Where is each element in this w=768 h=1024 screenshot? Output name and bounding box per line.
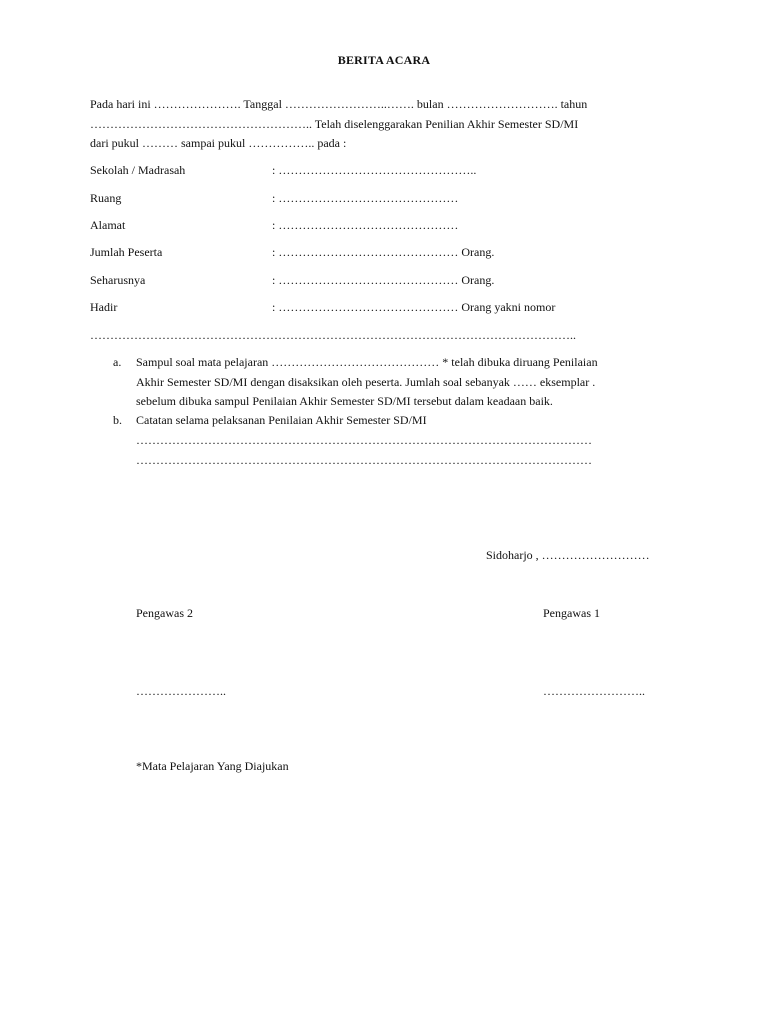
field-label-hadir: Hadir <box>90 300 118 314</box>
signer-left-title: Pengawas 2 <box>136 606 193 620</box>
item-b-line-1: Catatan selama pelaksanan Penilaian Akhir Semester SD/MI <box>136 413 427 427</box>
intro-line-3: dari pukul ……… sampai pukul …………….. pada : <box>90 136 347 150</box>
document-title: BERITA ACARA <box>337 53 431 67</box>
list-marker-b: b. <box>113 413 122 427</box>
item-a-line-3: sebelum dibuka sampul Penilaian Akhir Semester SD/MI tersebut dalam keadaan baik. <box>136 394 553 408</box>
field-value-sekolah: : ………………………………………….. <box>272 163 477 177</box>
intro-line-2: ……………………………………………….. Telah diselenggarakan Penilian Akhir Semester SD/MI <box>90 117 579 131</box>
signer-left-name: ………………….. <box>136 684 226 698</box>
field-value-seharusnya: : ……………………………………… Orang. <box>272 273 495 287</box>
field-value-jumlah-peserta: : ……………………………………… Orang. <box>272 245 495 259</box>
field-label-seharusnya: Seharusnya <box>90 273 146 287</box>
footnote: *Mata Pelajaran Yang Diajukan <box>136 759 289 773</box>
signer-right-title: Pengawas 1 <box>543 606 600 620</box>
signer-right-name: …………………….. <box>543 684 645 698</box>
item-a-line-2: Akhir Semester SD/MI dengan disaksikan oleh peserta. Jumlah soal sebanyak …… eksemplar . <box>136 375 596 389</box>
field-value-ruang: : ……………………………………… <box>272 191 459 205</box>
field-value-hadir: : ……………………………………… Orang yakni nomor <box>272 300 556 314</box>
field-label-ruang: Ruang <box>90 191 122 205</box>
list-marker-a: a. <box>113 355 122 369</box>
field-label-alamat: Alamat <box>90 218 126 232</box>
item-b-line-3: …………………………………………………………………………………………………… <box>136 453 592 467</box>
place-date: Sidoharjo , ……………………… <box>486 548 650 562</box>
intro-line-1: Pada hari ini …………………. Tanggal ……………………..……. bulan ………………………. tahun <box>90 97 588 111</box>
field-label-jumlah-peserta: Jumlah Peserta <box>90 245 163 259</box>
dotted-fill-line: ………………………………………………………………………………………………………….. <box>90 328 576 342</box>
item-b-line-2: …………………………………………………………………………………………………… <box>136 433 592 447</box>
field-value-alamat: : ……………………………………… <box>272 218 459 232</box>
item-a-line-1: Sampul soal mata pelajaran …………………………………… * telah dibuka diruang Penilaian <box>136 355 598 369</box>
field-label-sekolah: Sekolah / Madrasah <box>90 163 186 177</box>
